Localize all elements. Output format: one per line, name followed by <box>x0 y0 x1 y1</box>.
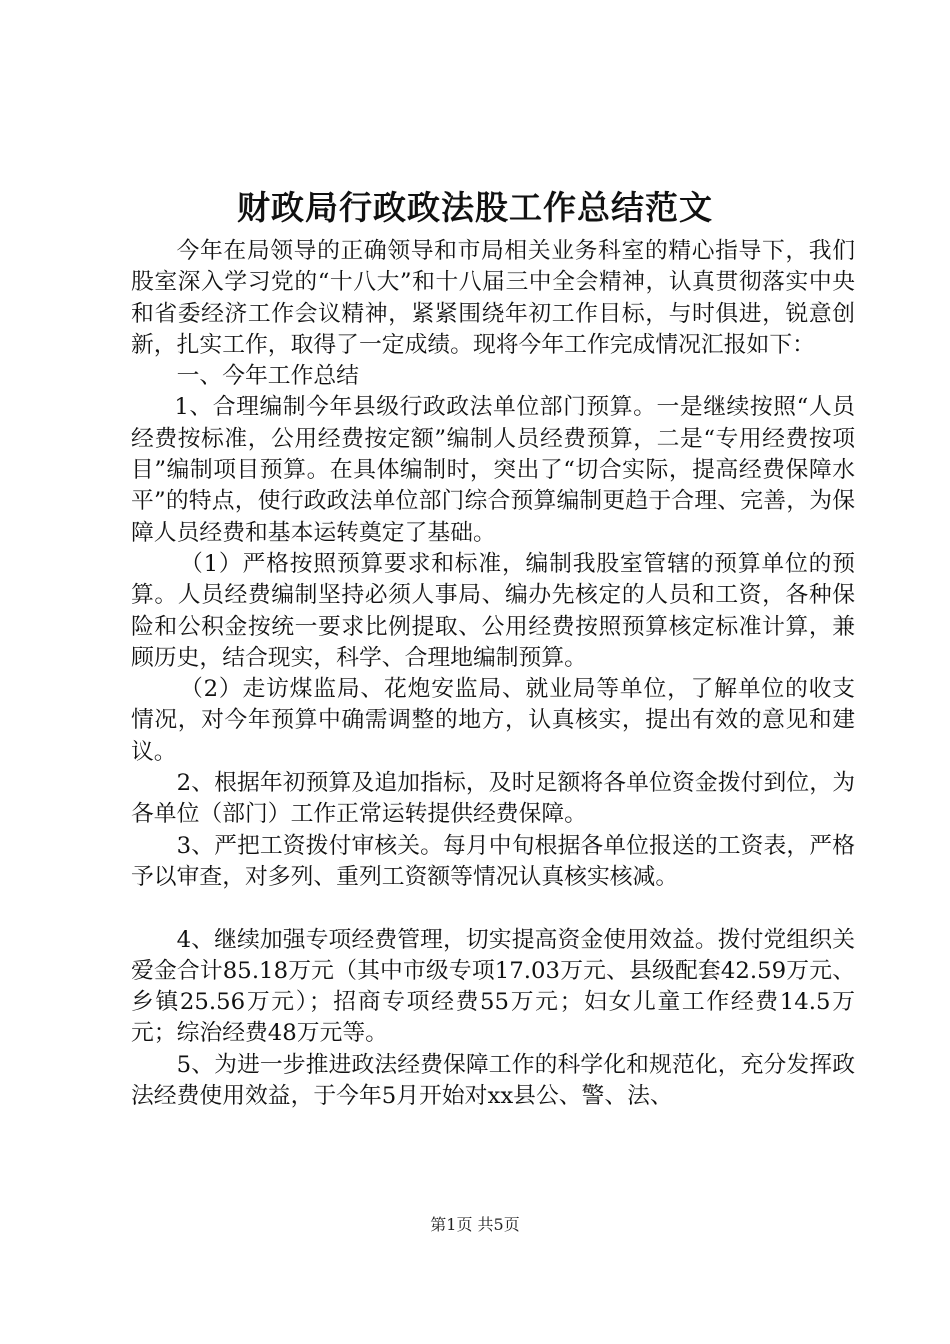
section-heading: 一、今年工作总结 <box>176 363 359 390</box>
paragraph-item-5: 5、为进一步推进政法经费保障工作的科学化和规范化，充分发挥政法经费使用效益，于今年5月开始对xx县公、警、法、 <box>131 1051 855 1110</box>
paragraph-item-2: 2、根据年初预算及追加指标，及时足额将各单位资金拨付到位，为各单位（部门）工作正常运转提供经费保障。 <box>131 770 855 828</box>
paragraph-subitem-2: （2）走访煤监局、花炮安监局、就业局等单位，了解单位的收支情况，对今年预算中确需调整的地方，认真核实，提出有效的意见和建议。 <box>131 676 855 765</box>
paragraph-item-1: 1、合理编制今年县级行政政法单位部门预算。一是继续按照“人员经费按标准，公用经费按定额”编制人员经费预算，二是“专用经费按项目”编制项目预算。在具体编制时，突出了“切合实际，提高经费保障水平”的特点，使行政政法单位部门综合预算编制更趋于合理、完善，为保障人员经费和基本运转奠定了基础。 <box>131 394 855 546</box>
paragraph-intro: 今年在局领导的正确领导和市局相关业务科室的精心指导下，我们股室深入学习党的“十八大”和十八届三中全会精神，认真贯彻落实中央和省委经济工作会议精神，紧紧围绕年初工作目标，与时俱进，锐意创新，扎实工作，取得了一定成绩。现将今年工作完成情况汇报如下： <box>131 238 855 358</box>
paragraph-item-3: 3、严把工资拨付审核关。每月中旬根据各单位报送的工资表，严格予以审查，对多列、重列工资额等情况认真核实核减。 <box>131 832 855 890</box>
document-body <box>131 236 855 1112</box>
blank-line <box>131 893 855 924</box>
paragraph-subitem-1: （1）严格按照预算要求和标准，编制我股室管辖的预算单位的预算。人员经费编制坚持必须人事局、编办先核定的人员和工资，各种保险和公积金按统一要求比例提取、公用经费按照预算核定标准计算，兼顾历史，结合现实，科学、合理地编制预算。 <box>131 550 855 671</box>
paragraph-item-4: 4、继续加强专项经费管理，切实提高资金使用效益。拨付党组织关爱金合计85.18万元（其中市级专项17.03万元、县级配套42.59万元、乡镇25.56万元）；招商专项经费55万元；妇女儿童工作经费14.5万元；综治经费48万元等。 <box>131 926 855 1047</box>
document-title: 财政局行政政法股工作总结范文 <box>237 188 713 227</box>
page-footer: 第1页 共5页 <box>430 1215 520 1234</box>
